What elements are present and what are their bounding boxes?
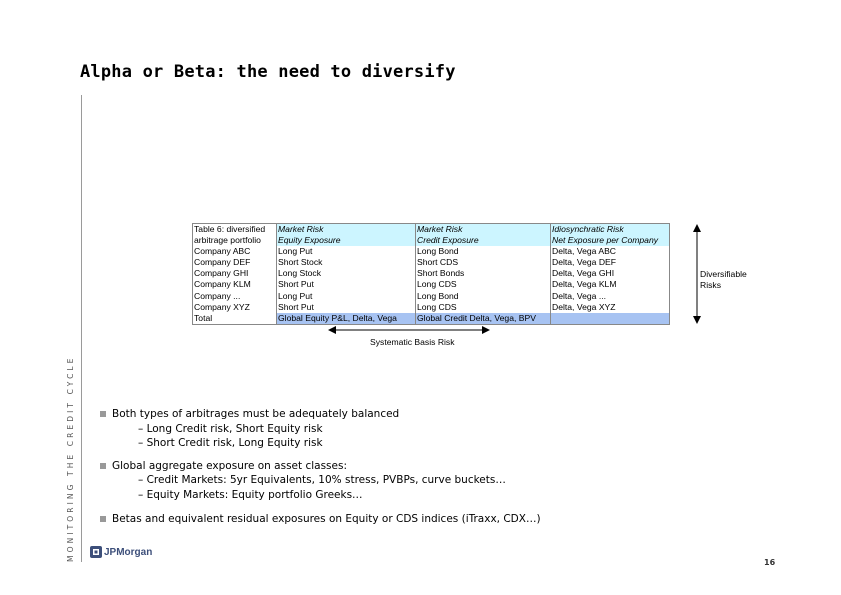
table-cell: Company ... bbox=[193, 291, 277, 302]
side-section-label: MONITORING THE CREDIT CYCLE bbox=[66, 355, 75, 562]
table-cell: Delta, Vega DEF bbox=[552, 257, 617, 268]
table-total-row bbox=[193, 313, 670, 325]
sub-bullet: – Credit Markets: 5yr Equivalents, 10% stress, PVBPs, curve buckets… bbox=[138, 474, 506, 487]
table-cell: Delta, Vega GHI bbox=[552, 268, 615, 279]
jpmorgan-logo bbox=[90, 546, 152, 558]
table-row bbox=[193, 257, 670, 268]
table-cell: Long Bond bbox=[416, 291, 551, 302]
table-cell: Short Put bbox=[277, 279, 416, 290]
jpmorgan-logo-icon bbox=[90, 546, 102, 558]
bullet-square-icon bbox=[100, 411, 106, 417]
page-title: Alpha or Beta: the need to diversify bbox=[80, 62, 456, 82]
table-cell: Short CDS bbox=[416, 257, 551, 268]
header-cell: Idiosynchratic Risk Net Exposure per Company bbox=[551, 224, 670, 247]
header-cell: Market Risk Equity Exposure bbox=[277, 224, 416, 247]
table-row bbox=[193, 279, 670, 290]
table-cell: Short Put bbox=[277, 302, 416, 313]
table-cell: Company DEF bbox=[193, 257, 277, 268]
logo-wordmark: JPMorgan bbox=[104, 546, 153, 558]
header-cell: Market Risk Credit Exposure bbox=[416, 224, 551, 247]
table-cell: Company XYZ bbox=[193, 302, 277, 313]
table-cell: Delta, Vega ABC bbox=[552, 246, 617, 257]
table-cell: Long CDS bbox=[416, 302, 551, 313]
table-cell: Long Put bbox=[277, 246, 416, 257]
table-cell: Total bbox=[193, 313, 277, 325]
risk-table bbox=[192, 223, 670, 325]
table-cell: Short Stock bbox=[277, 257, 416, 268]
table-cell bbox=[551, 313, 670, 325]
bullet-square-icon bbox=[100, 516, 106, 522]
systematic-arrow-icon bbox=[328, 324, 490, 336]
bullet-item: Both types of arbitrages must be adequately balanced bbox=[100, 407, 541, 422]
sub-bullet: – Short Credit risk, Long Equity risk bbox=[138, 437, 323, 450]
table-cell: Long Bond bbox=[416, 246, 551, 257]
table-cell: Delta, Vega KLM bbox=[552, 279, 617, 290]
table-row bbox=[193, 291, 670, 302]
table-row bbox=[193, 302, 670, 313]
table-cell: Short Bonds bbox=[416, 268, 551, 279]
page-number: 16 bbox=[764, 558, 776, 567]
table-row bbox=[193, 268, 670, 279]
table-header-row bbox=[193, 224, 670, 247]
table-cell: Company GHI bbox=[193, 268, 277, 279]
systematic-basis-risk-label: Systematic Basis Risk bbox=[370, 337, 455, 347]
table-cell: Long Put bbox=[277, 291, 416, 302]
table-row bbox=[193, 246, 670, 257]
table-cell: Company KLM bbox=[193, 279, 277, 290]
bullet-item: Betas and equivalent residual exposures on Equity or CDS indices (iTraxx, CDX…) bbox=[100, 512, 541, 527]
table-cell: Delta, Vega XYZ bbox=[552, 301, 616, 312]
table-cell: Global Credit Delta, Vega, BPV bbox=[416, 313, 551, 325]
table-cell: Long CDS bbox=[416, 279, 551, 290]
table-cell: Global Equity P&L, Delta, Vega bbox=[277, 313, 416, 325]
table-cell: Company ABC bbox=[193, 246, 277, 257]
diversifiable-risks-label: Diversifiable Risks bbox=[700, 269, 747, 290]
table-cell: Delta, Vega ... bbox=[552, 290, 606, 301]
margin-divider bbox=[81, 95, 82, 562]
table-cell: Long Stock bbox=[277, 268, 416, 279]
header-cell: Table 6: diversified arbitrage portfolio bbox=[193, 224, 277, 247]
bullet-square-icon bbox=[100, 463, 106, 469]
sub-bullet: – Equity Markets: Equity portfolio Greeks… bbox=[138, 488, 363, 501]
sub-bullet: – Long Credit risk, Short Equity risk bbox=[138, 422, 323, 435]
bullet-list bbox=[100, 407, 541, 526]
bullet-item: Global aggregate exposure on asset classes: bbox=[100, 459, 541, 474]
